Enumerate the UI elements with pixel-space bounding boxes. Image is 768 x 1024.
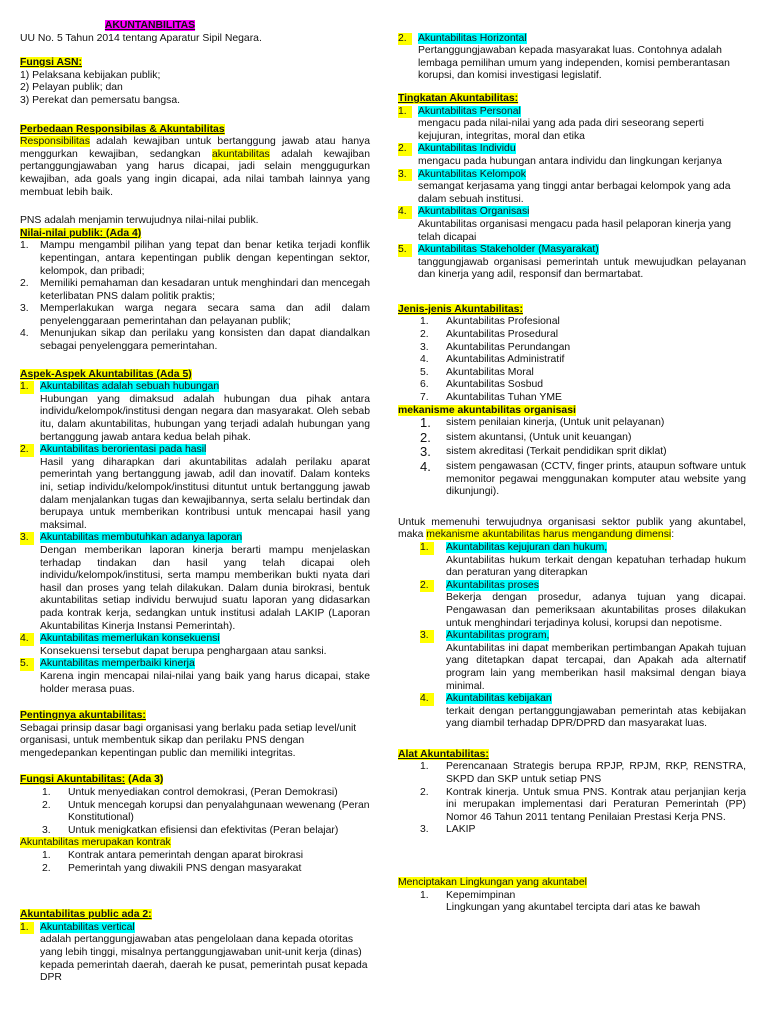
list-item: 3. Memperlakukan warga negara secara sama dan adil dalam penyelenggaraan pemerintahan dan pelayanan publik; <box>20 303 370 327</box>
list-item: 2. Memiliki pemahaman dan kesadaran untuk menghindari dan mencegah keterlibatan PNS dalam politik praktis; <box>20 278 370 302</box>
list-item: 1. Akuntabilitas kejujuran dan hukum, Akuntabilitas hukum terkait dengan kepatuhan terhadap hukum dan peraturan yang diterapkan <box>420 541 746 579</box>
perbedaan-text-1: adalah kewajiban untuk bertanggung jawab atau hanya menggurkan kewajiban, sedangkan <box>20 136 370 160</box>
list-item: 1. Untuk menyediakan control demokrasi, (Peran Demokrasi) <box>42 787 338 799</box>
list-item: 1. Mampu mengambil pilihan yang tepat dan benar ketika terjadi konflik kepentingan, antara kepentingan publik dengan kepentingan sektor, kelompok, dan pribadi; <box>20 240 370 277</box>
public-section-continued <box>398 20 746 83</box>
pns-statement: PNS adalah menjamin terwujudnya nilai-nilai publik. <box>20 215 259 227</box>
list-item: 2. Akuntabilitas Individu mengacu pada hubungan antara individu dan lingkungan kerjanya <box>398 143 722 167</box>
list-item: 2. Pemerintah yang diwakili PNS dengan masyarakat <box>42 862 302 874</box>
fungsi-asn-item: 3) Perekat dan pemersatu bangsa. <box>20 94 180 106</box>
list-item: 4. Akuntabilitas kebijakan terkait dengan pertanggungjawaban pemerintah atas kebijakan yang diambil terhadap DPR/DPRD dan masyarakat luas. <box>420 693 746 730</box>
perbedaan-heading: Perbedaan Responsibilas & Akuntabilitas <box>20 123 225 135</box>
tingkatan-section <box>398 93 746 282</box>
list-item: 4. Akuntabilitas memerlukan konsekuensi Konsekuensi tersebut dapat berupa penghargaan atau sanksi. <box>20 633 327 657</box>
list-item: 6. Akuntabilitas Sosbud <box>420 379 544 391</box>
list-item: 4. Akuntabilitas Organisasi Akuntabilitas organisasi mengacu pada hasil pelaporan kinerja yang telah dicapai <box>398 206 732 243</box>
list-item: 1. Akuntabilitas Profesional <box>420 316 560 328</box>
list-item: 1. Akuntabilitas Personal mengacu pada nilai-nilai yang ada pada diri seseorang seperti kejujuran, integritas, moral dan etika <box>398 105 704 142</box>
list-item: 1. Akuntabilitas adalah sebuah hubungan Hubungan yang dimaksud adalah hubungan dua pihak antara individu/kelompok/institusi dengan negara dan masyarakat. Oleh sebab itu, dalam akuntabilitas, hubungan yang terjadi adalah hubungan yang bertanggung jawab antara kedua belah pihak. <box>20 381 370 443</box>
list-item: 3. Akuntabilitas Kelompok semangat kerjasama yang tinggi antar berbagai kelompok yang ada dalam sebuah institusi. <box>398 168 731 205</box>
nilai-section <box>20 228 370 354</box>
fungsi-asn-heading: Fungsi ASN: <box>20 57 82 69</box>
jenis-section <box>398 304 746 405</box>
list-item: 2. sistem akuntansi, (Untuk unit keuangan) <box>420 429 632 445</box>
fungsi-akuntabilitas-heading: Fungsi Akuntabilitas: <box>20 774 126 786</box>
list-item: 1. Perencanaan Strategis berupa RPJP, RPJM, RKP, RENSTRA, SKPD dan SKP untuk setiap PNS <box>420 761 746 786</box>
aspek-section <box>20 369 370 696</box>
list-item: 2. Akuntabilitas proses Bekerja dengan prosedur, adanya tujuan yang dicapai. Pengawasan dan pemeriksaan akuntabilitas proses dilakukan untuk menghindari terjadinya kolusi, korupsi dan nepotisme. <box>420 579 746 629</box>
lingkungan-heading: Menciptakan Lingkungan yang akuntabel <box>398 877 587 889</box>
fungsi-asn-section <box>20 57 370 107</box>
list-item: 5. Akuntabilitas Stakeholder (Masyarakat) tanggungjawab organisasi pemerintah untuk mewujudkan pelayanan dan kinerja yang adil, responsif dan bermartabat. <box>398 244 746 281</box>
list-item: 1. Kepemimpinan Lingkungan yang akuntabel tercipta dari atas ke bawah <box>420 889 701 914</box>
public-section <box>20 909 370 985</box>
list-item: 2. Akuntabilitas berorientasi pada hasil Hasil yang diharapkan dari akuntabilitas adalah perilaku aparat pemerintah yang bertanggung jawab, adil dan inovatif. Dalam konteks ini, setiap individu/kelompok/institusi dituntut untuk bertanggung jawab dalam menjalankan tugas dan kewajibannya, serta selalu bertindak dan berupaya untuk memberikan kontribusi untuk mencapai hasil yang maksimal. <box>20 444 370 531</box>
jenis-heading: Jenis-jenis Akuntabilitas: <box>398 303 523 315</box>
alat-section <box>398 749 746 837</box>
list-item: 3. Akuntabilitas Perundangan <box>420 341 571 353</box>
pentingnya-text: Sebagai prinsip dasar bagi organisasi yang berlaku pada setiap level/unit organisasi, untuk membentuk sikap dan perilaku PNS dengan mengedepankan kepentingan public dan memiliki integritas. <box>20 722 357 759</box>
alat-heading: Alat Akuntabilitas: <box>398 748 489 760</box>
list-item: 5. Akuntabilitas memperbaiki kinerja Karena ingin mencapai nilai-nilai yang baik yang harus dicapai, stake holder merasa puas. <box>20 658 370 695</box>
list-item: 5. Akuntabilitas Moral <box>420 366 534 378</box>
kontrak-section <box>20 837 370 875</box>
left-column <box>20 20 370 985</box>
mekanisme-section <box>398 405 746 499</box>
list-item: 2. Untuk mencegah korupsi dan penyalahgunaan wewenang (Peran Konstitutional) <box>42 799 370 824</box>
list-item: 3. Akuntabilitas program, Akuntabilitas ini dapat memberikan pertimbangan Apakah tujuan yang ditetapkan dapat tercapai, dan Apakah ada alternatif program lain yang memberikan hasil maksimal dengan biaya minimal. <box>420 630 746 692</box>
list-item: 4. Akuntabilitas Administratif <box>420 354 565 366</box>
lingkungan-section <box>398 877 746 915</box>
dimensi-highlight: mekanisme akuntabilitas harus mengandung dimensi <box>426 529 672 541</box>
list-item: 2. Akuntabilitas Prosedural <box>420 329 559 341</box>
list-item <box>398 20 746 33</box>
perbedaan-section <box>20 124 370 200</box>
list-item: 2. Akuntabilitas Horizontal Pertanggungjawaban kepada masyarakat luas. Contohnya adalah lembaga pemilihan umum yang independen, komisi pemberantasan korupsi, dan komisi investigasi legislatif. <box>398 32 730 82</box>
fungsi-akuntabilitas-count: (Ada 3) <box>125 774 164 786</box>
tingkatan-heading: Tingkatan Akuntabilitas: <box>398 92 519 104</box>
right-column <box>398 20 746 915</box>
dimensi-section <box>398 542 746 731</box>
list-item: 1. Kontrak antara pemerintah dengan aparat birokrasi <box>42 850 304 862</box>
list-item: 1. sistem penilaian kinerja, (Untuk unit pelayanan) <box>420 415 665 431</box>
list-item: 7. Akuntabilitas Tuhan YME <box>420 392 562 404</box>
list-item: 3. Akuntabilitas membutuhkan adanya laporan Dengan memberikan laporan kinerja berarti mampu menjelaskan terhadap tindakan dan hasil yang telah dicapai oleh individu/kelompok/institusi, serta mampu memberikan bukti nyata dari hasil dan proses yang telah dilakukan. Dalam dunia birokrasi, bentuk akuntabilitas setiap individu berwujud suatu laporan yang didasarkan pada kontrak kerja, sedangkan untuk institusi adalah LAKIP (Laporan Akuntabilitas Kinerja Instansi Pemerintah). <box>20 532 370 632</box>
kontrak-heading: Akuntabilitas merupakan kontrak <box>20 837 171 849</box>
list-item: 1. Akuntabilitas vertical adalah pertanggungjawaban atas pengelolaan dana kepada otoritas yang lebih tinggi, misalnya pertanggungjawaban unit-unit kerja (dinas) kepada pemerintah daerah, daerah ke pusat, pemerintah pusat kepada DPR <box>20 921 368 984</box>
term-akuntabilitas: akuntabilitas <box>211 148 270 160</box>
fungsi-asn-item: 2) Pelayan publik; dan <box>20 82 123 94</box>
fungsi-akuntabilitas-section <box>20 774 370 837</box>
mekanisme-heading: mekanisme akuntabilitas organisasi <box>398 404 576 416</box>
list-item: 3. Untuk menigkatkan efisiensi dan efektivitas (Peran belajar) <box>42 824 339 836</box>
nilai-heading: Nilai-nilai publik: (Ada 4) <box>20 227 142 239</box>
perbedaan-paragraph <box>20 136 370 199</box>
list-item: 4. sistem pengawasan (CCTV, finger prints, ataupun software untuk memonitor pegawai menggunakan komputer atau website yang dikunjungi). <box>420 459 746 498</box>
law-reference: UU No. 5 Tahun 2014 tentang Aparatur Sipil Negara. <box>20 32 262 44</box>
perbedaan-text-2: adalah kewajiban pertanggungjawaban yang harus dicapai, jadi selain menggugurkan kewajiban, ada goals yang ingin dicapai, ada nilai tambah lainnya yang membuat lebih baik. <box>20 148 370 198</box>
pentingnya-section <box>20 710 370 760</box>
untuk-paragraph: Untuk memenuhi terwujudnya organisasi sektor publik yang akuntabel, maka mekanisme akuntabilitas harus mengandung dimensi: <box>398 516 746 541</box>
aspek-heading: Aspek-Aspek Akuntabilitas (Ada 5) <box>20 368 192 380</box>
list-item: 3. LAKIP <box>420 824 476 836</box>
list-item: 4. Menunjukan sikap dan perilaku yang konsisten dan dapat diandalkan sebagai penyelenggara pemerintahan. <box>20 328 370 353</box>
public-heading: Akuntabilitas public ada 2: <box>20 909 152 921</box>
fungsi-asn-item: 1) Pelaksana kebijakan publik; <box>20 69 161 81</box>
document-title: AKUNTANBILITAS <box>104 20 196 31</box>
pentingnya-heading: Pentingnya akuntabilitas: <box>20 710 146 722</box>
list-item: 2. Kontrak kinerja. Untuk smua PNS. Kontrak atau perjanjian kerja ini merupakan implementasi dari Peraturan Pemerintah (PP) Nomor 46 Tahun 2011 tentang Penilaian Prestasi Kerja PNS. <box>420 786 746 823</box>
list-item: 3. sistem akreditasi (Terkait pendidikan sprit diklat) <box>420 444 667 460</box>
term-responsibilitas: Responsibilitas <box>20 136 90 148</box>
